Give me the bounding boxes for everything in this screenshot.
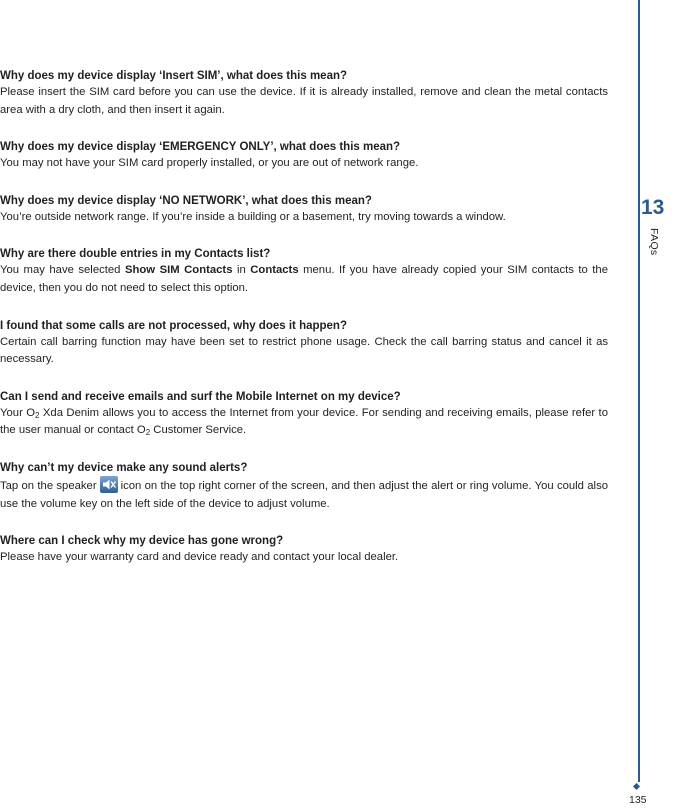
subscript: 2 [145, 428, 151, 438]
chapter-divider-line [638, 0, 640, 782]
page-number: 135 [629, 794, 647, 806]
faq-answer: Please have your warranty card and device ready and contact your local dealer. [0, 551, 399, 564]
faq-content [0, 66, 608, 585]
faq-question: Why can’t my device make any sound alerts? [0, 461, 248, 474]
answer-text: You may have selected [0, 264, 125, 277]
answer-text: Tap on the speaker [0, 479, 97, 492]
speaker-muted-icon [100, 476, 118, 493]
setting-name-show-sim-contacts: Show SIM Contacts [124, 264, 233, 277]
answer-text: icon on the top right corner of the screen, and then adjust the alert or ring volume. You could also use the volume key on the left side of the device to adjust volume. [0, 479, 608, 510]
answer-text: Customer Service. [150, 424, 247, 437]
faq-item [0, 137, 608, 173]
faq-question: Why are there double entries in my Contacts list? [0, 248, 271, 261]
chapter-number: 13 [641, 196, 665, 219]
faq-item [0, 458, 608, 513]
faq-item [0, 66, 608, 119]
faq-question: I found that some calls are not processed, why does it happen? [0, 319, 347, 332]
faq-item [0, 316, 608, 369]
faq-question: Why does my device display ‘EMERGENCY ONLY’, what does this mean? [0, 141, 401, 154]
faq-item [0, 191, 608, 227]
answer-text: in [232, 264, 251, 277]
answer-text: menu. If you have already copied your SIM contacts to the device, then you do not need to select this option. [0, 264, 608, 294]
faq-question: Can I send and receive emails and surf the Mobile Internet on my device? [0, 390, 401, 403]
faq-question: Where can I check why my device has gone wrong? [0, 535, 284, 548]
faq-item [0, 387, 608, 440]
faq-item [0, 531, 608, 567]
answer-text: Your O [0, 406, 36, 419]
faq-answer [0, 476, 608, 513]
faq-answer: You may not have your SIM card properly installed, or you are out of network range. [0, 157, 419, 170]
faq-question: Why does my device display ‘NO NETWORK’, what does this mean? [0, 194, 372, 207]
chapter-label: FAQs [648, 228, 660, 256]
faq-question: Why does my device display ‘Insert SIM’, what does this mean? [0, 70, 348, 82]
subscript: 2 [35, 410, 40, 420]
answer-text: Xda Denim allows you to access the Internet from your device. For sending and receiving emails, please refer to the user manual or contact O [0, 406, 608, 437]
faq-answer: You’re outside network range. If you’re inside a building or a basement, try moving towards a window. [0, 210, 506, 223]
faq-answer: Please insert the SIM card before you can use the device. If it is already installed, remove and clean the metal contacts area with a dry cloth, and then insert it again. [0, 86, 608, 116]
faq-answer: Certain call barring function may have been set to restrict phone usage. Check the call barring status and cancel it as necessary. [0, 335, 608, 366]
page-marker-diamond [633, 783, 640, 790]
faq-item [0, 244, 608, 297]
menu-name-contacts: Contacts [250, 264, 299, 277]
faq-answer [0, 405, 608, 440]
faq-answer [0, 262, 608, 297]
